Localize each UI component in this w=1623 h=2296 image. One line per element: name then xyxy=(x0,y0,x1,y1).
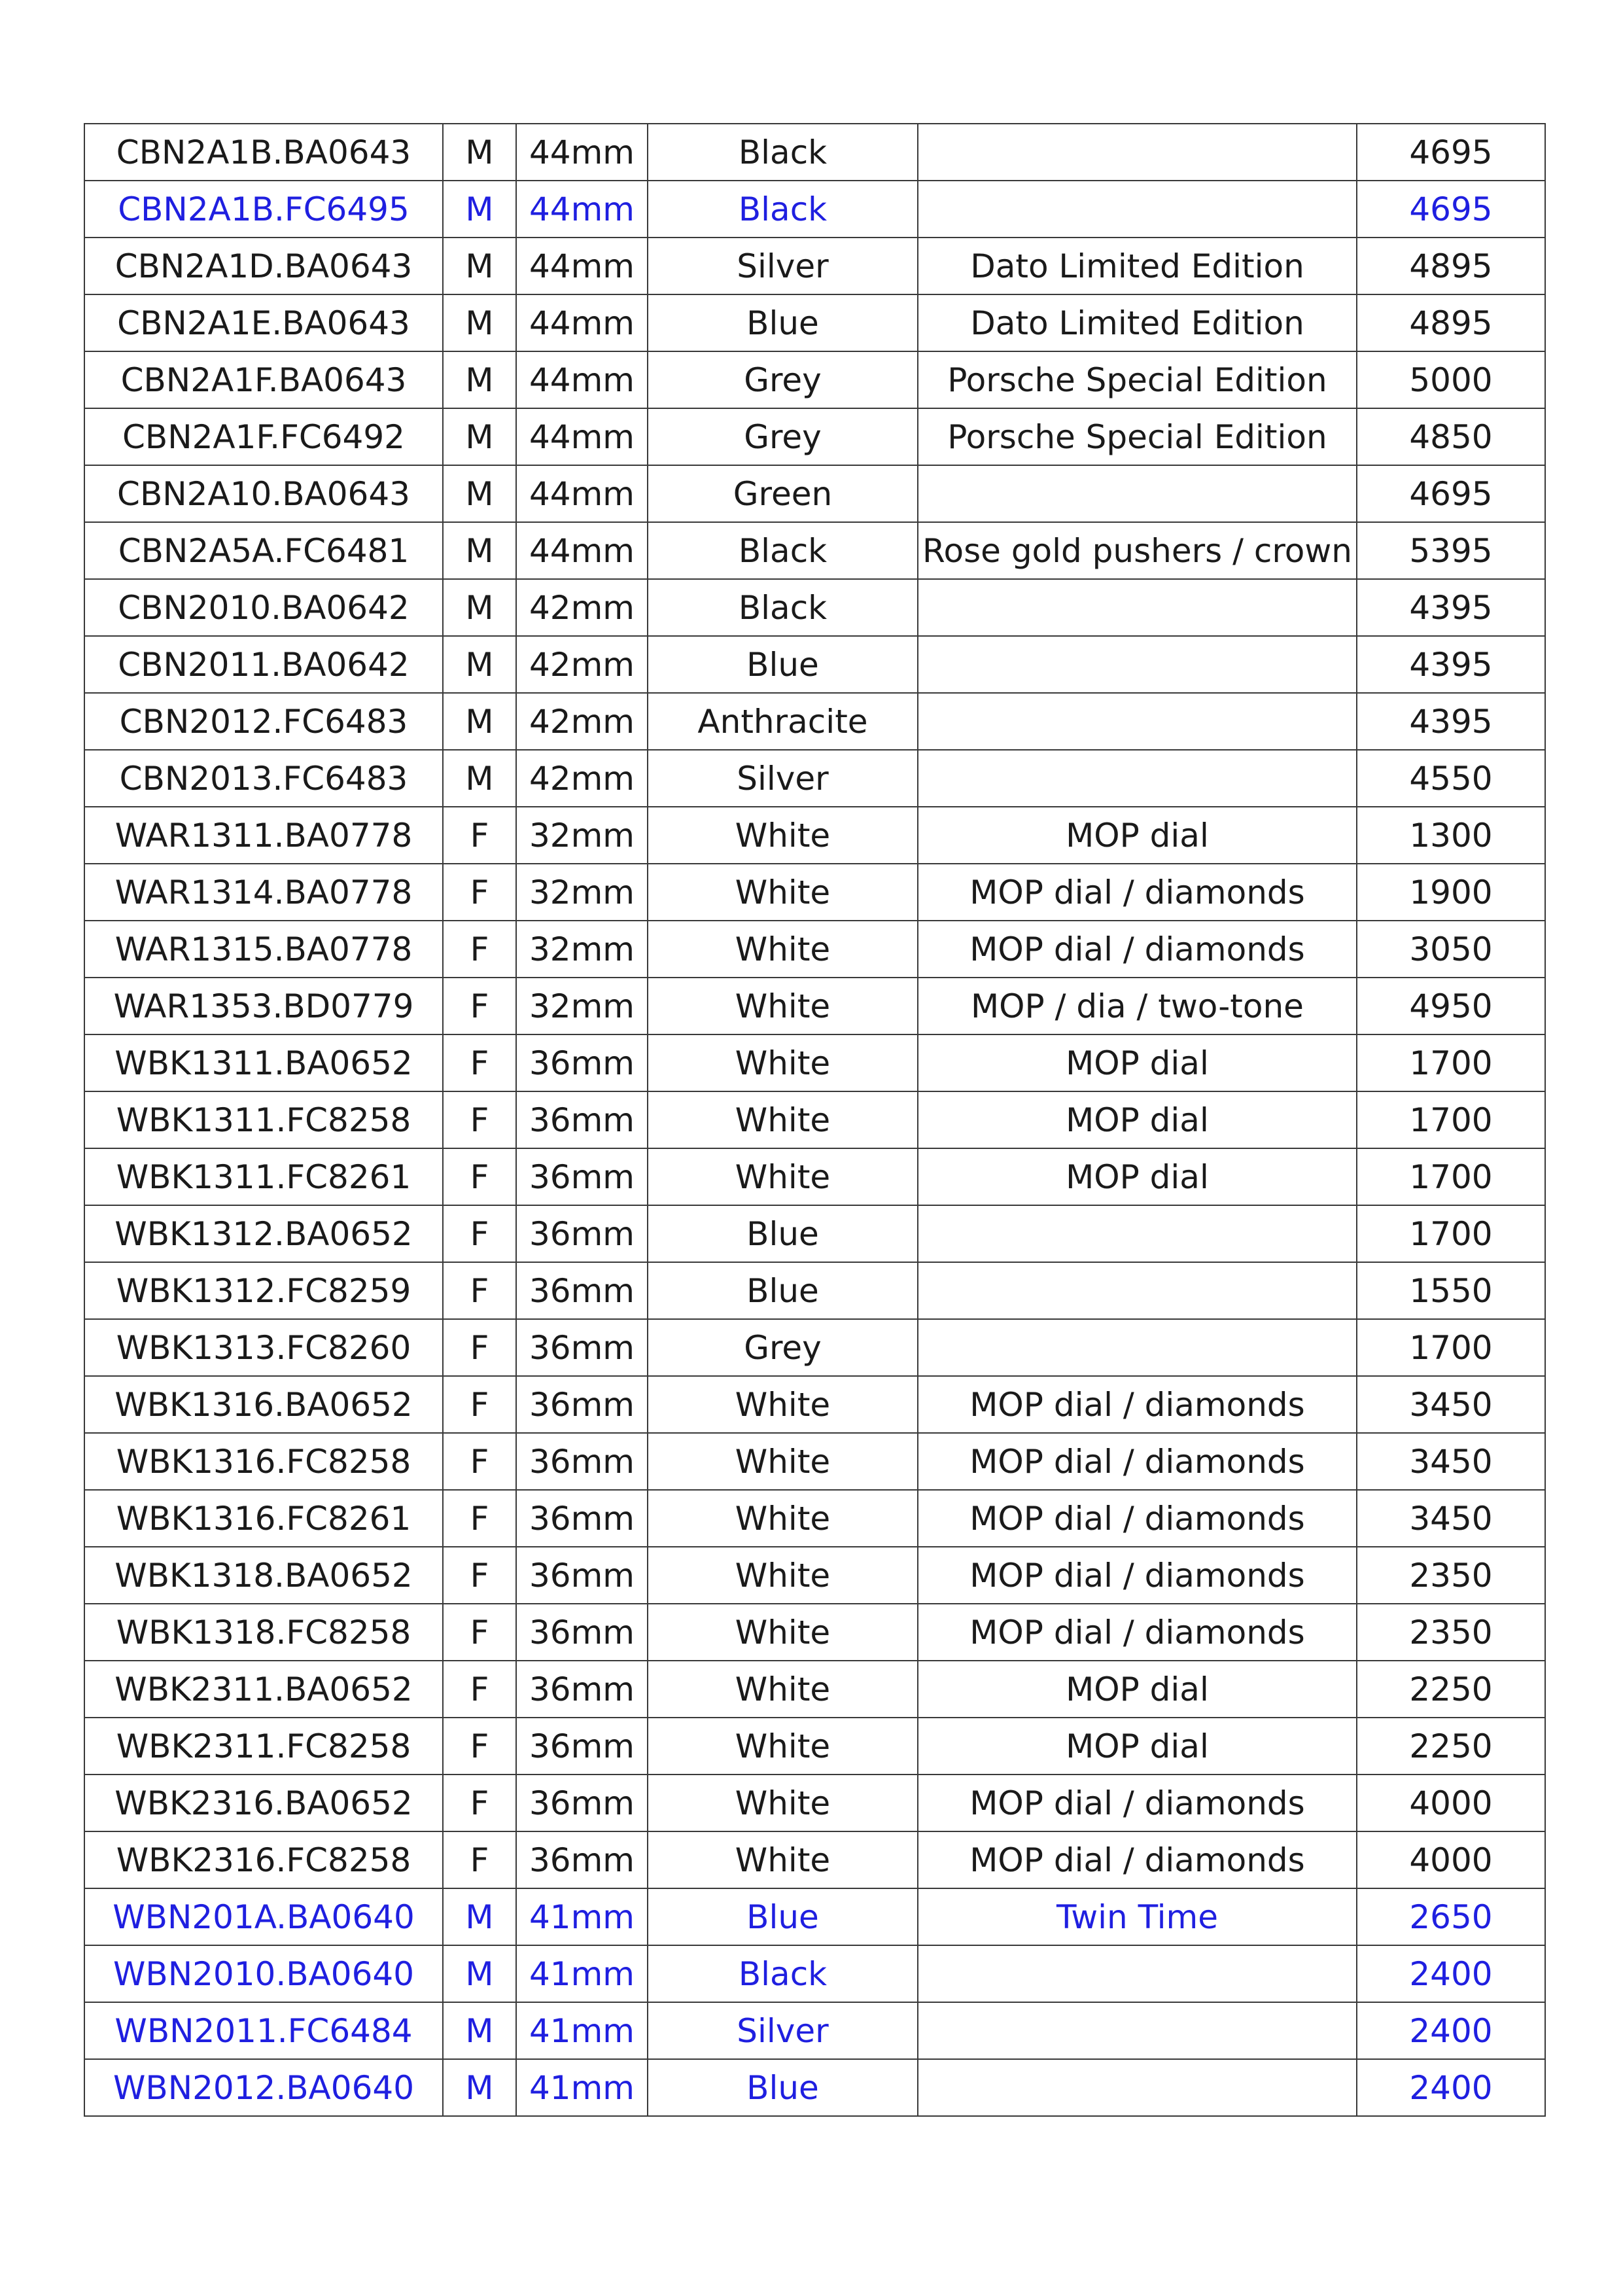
cell-note xyxy=(918,124,1357,181)
cell-price: 2400 xyxy=(1357,2059,1545,2116)
table-row xyxy=(84,2059,1545,2116)
cell-price: 4000 xyxy=(1357,1831,1545,1888)
table-row xyxy=(84,1888,1545,1945)
cell-case-size: 44mm xyxy=(516,294,648,351)
cell-case-size: 36mm xyxy=(516,1205,648,1262)
table-row xyxy=(84,636,1545,693)
cell-price: 5395 xyxy=(1357,522,1545,579)
cell-reference: CBN2013.FC6483 xyxy=(84,750,443,807)
cell-note: MOP dial / diamonds xyxy=(918,1831,1357,1888)
cell-gender: F xyxy=(443,1661,516,1718)
cell-case-size: 42mm xyxy=(516,579,648,636)
cell-gender: M xyxy=(443,2002,516,2059)
cell-gender: F xyxy=(443,1604,516,1661)
cell-gender: F xyxy=(443,1433,516,1490)
cell-note: MOP dial xyxy=(918,1091,1357,1148)
table-row xyxy=(84,1148,1545,1205)
cell-note xyxy=(918,579,1357,636)
cell-note xyxy=(918,2002,1357,2059)
cell-price: 3450 xyxy=(1357,1433,1545,1490)
cell-reference: WBK2311.BA0652 xyxy=(84,1661,443,1718)
cell-price: 2350 xyxy=(1357,1604,1545,1661)
table-row xyxy=(84,465,1545,522)
cell-dial-color: White xyxy=(648,1376,918,1433)
cell-price: 3450 xyxy=(1357,1490,1545,1547)
cell-dial-color: Black xyxy=(648,579,918,636)
cell-case-size: 36mm xyxy=(516,1034,648,1091)
cell-gender: F xyxy=(443,1091,516,1148)
cell-gender: F xyxy=(443,1376,516,1433)
table-row xyxy=(84,1262,1545,1319)
cell-dial-color: Blue xyxy=(648,1205,918,1262)
cell-price: 3450 xyxy=(1357,1376,1545,1433)
cell-note: MOP / dia / two-tone xyxy=(918,978,1357,1034)
cell-case-size: 36mm xyxy=(516,1661,648,1718)
cell-note: MOP dial xyxy=(918,1661,1357,1718)
cell-dial-color: White xyxy=(648,864,918,921)
table-row xyxy=(84,181,1545,238)
cell-gender: M xyxy=(443,636,516,693)
table-row xyxy=(84,1205,1545,1262)
cell-gender: M xyxy=(443,2059,516,2116)
table-row xyxy=(84,921,1545,978)
cell-dial-color: White xyxy=(648,1490,918,1547)
cell-dial-color: White xyxy=(648,1547,918,1604)
cell-reference: CBN2A5A.FC6481 xyxy=(84,522,443,579)
cell-dial-color: Black xyxy=(648,522,918,579)
cell-case-size: 44mm xyxy=(516,181,648,238)
cell-gender: F xyxy=(443,1490,516,1547)
cell-reference: WBK2316.FC8258 xyxy=(84,1831,443,1888)
table-row xyxy=(84,1376,1545,1433)
cell-reference: WBK1311.FC8258 xyxy=(84,1091,443,1148)
cell-price: 4695 xyxy=(1357,181,1545,238)
cell-gender: F xyxy=(443,1831,516,1888)
table-row xyxy=(84,693,1545,750)
cell-gender: F xyxy=(443,921,516,978)
table-row xyxy=(84,238,1545,294)
table-row xyxy=(84,579,1545,636)
table-row xyxy=(84,1831,1545,1888)
cell-case-size: 36mm xyxy=(516,1547,648,1604)
cell-dial-color: Silver xyxy=(648,238,918,294)
cell-gender: M xyxy=(443,465,516,522)
cell-gender: M xyxy=(443,693,516,750)
cell-reference: WBK1312.FC8259 xyxy=(84,1262,443,1319)
cell-dial-color: White xyxy=(648,807,918,864)
cell-price: 4850 xyxy=(1357,408,1545,465)
cell-dial-color: Blue xyxy=(648,294,918,351)
cell-gender: F xyxy=(443,864,516,921)
cell-reference: CBN2A1F.FC6492 xyxy=(84,408,443,465)
cell-price: 2250 xyxy=(1357,1718,1545,1775)
cell-gender: F xyxy=(443,1262,516,1319)
cell-gender: F xyxy=(443,1319,516,1376)
cell-gender: F xyxy=(443,1034,516,1091)
cell-price: 4395 xyxy=(1357,693,1545,750)
price-table-body xyxy=(84,124,1545,2116)
cell-note: Porsche Special Edition xyxy=(918,351,1357,408)
cell-note: MOP dial / diamonds xyxy=(918,1433,1357,1490)
cell-note: MOP dial / diamonds xyxy=(918,1775,1357,1831)
cell-case-size: 42mm xyxy=(516,750,648,807)
cell-reference: WBN201A.BA0640 xyxy=(84,1888,443,1945)
cell-reference: WBK1312.BA0652 xyxy=(84,1205,443,1262)
cell-dial-color: Blue xyxy=(648,636,918,693)
cell-case-size: 32mm xyxy=(516,807,648,864)
cell-case-size: 36mm xyxy=(516,1376,648,1433)
cell-case-size: 36mm xyxy=(516,1604,648,1661)
cell-reference: CBN2A10.BA0643 xyxy=(84,465,443,522)
cell-dial-color: Grey xyxy=(648,408,918,465)
cell-reference: WAR1311.BA0778 xyxy=(84,807,443,864)
cell-case-size: 32mm xyxy=(516,978,648,1034)
cell-dial-color: Grey xyxy=(648,1319,918,1376)
cell-dial-color: White xyxy=(648,1718,918,1775)
cell-note: MOP dial xyxy=(918,1718,1357,1775)
cell-note: Porsche Special Edition xyxy=(918,408,1357,465)
cell-note: MOP dial xyxy=(918,807,1357,864)
cell-case-size: 42mm xyxy=(516,636,648,693)
cell-dial-color: Grey xyxy=(648,351,918,408)
cell-price: 1300 xyxy=(1357,807,1545,864)
cell-dial-color: White xyxy=(648,978,918,1034)
cell-dial-color: White xyxy=(648,1831,918,1888)
table-row xyxy=(84,1661,1545,1718)
cell-note xyxy=(918,1945,1357,2002)
cell-price: 4895 xyxy=(1357,238,1545,294)
cell-case-size: 36mm xyxy=(516,1718,648,1775)
cell-case-size: 41mm xyxy=(516,1945,648,2002)
table-row xyxy=(84,807,1545,864)
cell-dial-color: Black xyxy=(648,124,918,181)
cell-gender: F xyxy=(443,1148,516,1205)
cell-note: Dato Limited Edition xyxy=(918,238,1357,294)
cell-price: 2650 xyxy=(1357,1888,1545,1945)
cell-case-size: 41mm xyxy=(516,2002,648,2059)
cell-reference: WBK1316.FC8261 xyxy=(84,1490,443,1547)
cell-case-size: 32mm xyxy=(516,921,648,978)
cell-dial-color: Blue xyxy=(648,1888,918,1945)
cell-dial-color: White xyxy=(648,1034,918,1091)
cell-reference: WBK1316.FC8258 xyxy=(84,1433,443,1490)
cell-dial-color: Blue xyxy=(648,2059,918,2116)
table-row xyxy=(84,2002,1545,2059)
cell-price: 4695 xyxy=(1357,124,1545,181)
cell-reference: WBK1316.BA0652 xyxy=(84,1376,443,1433)
cell-case-size: 32mm xyxy=(516,864,648,921)
cell-price: 4895 xyxy=(1357,294,1545,351)
cell-dial-color: Black xyxy=(648,181,918,238)
cell-reference: CBN2012.FC6483 xyxy=(84,693,443,750)
cell-price: 1700 xyxy=(1357,1034,1545,1091)
cell-gender: M xyxy=(443,238,516,294)
cell-case-size: 44mm xyxy=(516,465,648,522)
cell-price: 1700 xyxy=(1357,1148,1545,1205)
cell-price: 4395 xyxy=(1357,579,1545,636)
cell-note: Dato Limited Edition xyxy=(918,294,1357,351)
cell-note xyxy=(918,1205,1357,1262)
cell-dial-color: White xyxy=(648,1091,918,1148)
cell-gender: F xyxy=(443,1205,516,1262)
cell-note: MOP dial / diamonds xyxy=(918,864,1357,921)
cell-dial-color: White xyxy=(648,921,918,978)
cell-price: 2400 xyxy=(1357,1945,1545,2002)
cell-case-size: 36mm xyxy=(516,1831,648,1888)
cell-reference: WBK2311.FC8258 xyxy=(84,1718,443,1775)
cell-reference: WBK1318.BA0652 xyxy=(84,1547,443,1604)
cell-note xyxy=(918,636,1357,693)
table-row xyxy=(84,522,1545,579)
cell-dial-color: White xyxy=(648,1661,918,1718)
cell-note xyxy=(918,750,1357,807)
cell-gender: M xyxy=(443,351,516,408)
cell-note: MOP dial / diamonds xyxy=(918,1376,1357,1433)
cell-price: 2350 xyxy=(1357,1547,1545,1604)
cell-gender: F xyxy=(443,1547,516,1604)
cell-dial-color: White xyxy=(648,1148,918,1205)
cell-reference: WBK2316.BA0652 xyxy=(84,1775,443,1831)
cell-price: 3050 xyxy=(1357,921,1545,978)
cell-gender: F xyxy=(443,807,516,864)
cell-gender: M xyxy=(443,1888,516,1945)
cell-reference: WBK1313.FC8260 xyxy=(84,1319,443,1376)
cell-dial-color: Anthracite xyxy=(648,693,918,750)
cell-gender: M xyxy=(443,1945,516,2002)
cell-reference: WBN2010.BA0640 xyxy=(84,1945,443,2002)
cell-case-size: 36mm xyxy=(516,1091,648,1148)
cell-case-size: 44mm xyxy=(516,408,648,465)
cell-gender: M xyxy=(443,579,516,636)
cell-reference: WBK1318.FC8258 xyxy=(84,1604,443,1661)
cell-price: 1700 xyxy=(1357,1091,1545,1148)
cell-reference: WBN2012.BA0640 xyxy=(84,2059,443,2116)
cell-reference: CBN2A1B.BA0643 xyxy=(84,124,443,181)
cell-note: Rose gold pushers / crown xyxy=(918,522,1357,579)
table-row xyxy=(84,978,1545,1034)
cell-note xyxy=(918,1319,1357,1376)
cell-dial-color: White xyxy=(648,1775,918,1831)
cell-reference: CBN2A1E.BA0643 xyxy=(84,294,443,351)
cell-case-size: 36mm xyxy=(516,1319,648,1376)
cell-case-size: 44mm xyxy=(516,522,648,579)
cell-gender: F xyxy=(443,1775,516,1831)
cell-price: 2400 xyxy=(1357,2002,1545,2059)
cell-price: 2250 xyxy=(1357,1661,1545,1718)
cell-note xyxy=(918,181,1357,238)
cell-note xyxy=(918,1262,1357,1319)
table-row xyxy=(84,1490,1545,1547)
table-row xyxy=(84,408,1545,465)
cell-dial-color: Blue xyxy=(648,1262,918,1319)
cell-price: 1700 xyxy=(1357,1319,1545,1376)
cell-reference: WBK1311.FC8261 xyxy=(84,1148,443,1205)
cell-price: 4950 xyxy=(1357,978,1545,1034)
cell-gender: F xyxy=(443,1718,516,1775)
cell-note: MOP dial / diamonds xyxy=(918,1490,1357,1547)
table-row xyxy=(84,1775,1545,1831)
cell-price: 4695 xyxy=(1357,465,1545,522)
cell-reference: CBN2011.BA0642 xyxy=(84,636,443,693)
cell-note xyxy=(918,465,1357,522)
cell-gender: M xyxy=(443,124,516,181)
cell-case-size: 36mm xyxy=(516,1490,648,1547)
cell-gender: M xyxy=(443,294,516,351)
table-row xyxy=(84,750,1545,807)
cell-gender: M xyxy=(443,522,516,579)
table-row xyxy=(84,1091,1545,1148)
cell-gender: M xyxy=(443,181,516,238)
cell-case-size: 36mm xyxy=(516,1148,648,1205)
cell-reference: CBN2A1F.BA0643 xyxy=(84,351,443,408)
cell-case-size: 42mm xyxy=(516,693,648,750)
cell-gender: F xyxy=(443,978,516,1034)
cell-price: 1700 xyxy=(1357,1205,1545,1262)
cell-reference: WBK1311.BA0652 xyxy=(84,1034,443,1091)
price-table xyxy=(84,123,1546,2117)
cell-note xyxy=(918,2059,1357,2116)
cell-reference: CBN2A1D.BA0643 xyxy=(84,238,443,294)
cell-price: 1900 xyxy=(1357,864,1545,921)
cell-price: 4395 xyxy=(1357,636,1545,693)
cell-reference: WAR1314.BA0778 xyxy=(84,864,443,921)
cell-case-size: 41mm xyxy=(516,2059,648,2116)
cell-note xyxy=(918,693,1357,750)
cell-note: Twin Time xyxy=(918,1888,1357,1945)
table-row xyxy=(84,124,1545,181)
cell-note: MOP dial xyxy=(918,1148,1357,1205)
table-row xyxy=(84,1547,1545,1604)
cell-note: MOP dial xyxy=(918,1034,1357,1091)
cell-price: 4000 xyxy=(1357,1775,1545,1831)
cell-dial-color: Black xyxy=(648,1945,918,2002)
cell-case-size: 36mm xyxy=(516,1775,648,1831)
cell-dial-color: Silver xyxy=(648,2002,918,2059)
cell-reference: CBN2010.BA0642 xyxy=(84,579,443,636)
cell-case-size: 41mm xyxy=(516,1888,648,1945)
cell-price: 4550 xyxy=(1357,750,1545,807)
table-row xyxy=(84,1604,1545,1661)
table-row xyxy=(84,864,1545,921)
table-row xyxy=(84,1718,1545,1775)
cell-price: 1550 xyxy=(1357,1262,1545,1319)
cell-reference: CBN2A1B.FC6495 xyxy=(84,181,443,238)
table-row xyxy=(84,351,1545,408)
cell-case-size: 36mm xyxy=(516,1433,648,1490)
table-row xyxy=(84,1319,1545,1376)
cell-price: 5000 xyxy=(1357,351,1545,408)
cell-note: MOP dial / diamonds xyxy=(918,921,1357,978)
cell-dial-color: White xyxy=(648,1604,918,1661)
cell-note: MOP dial / diamonds xyxy=(918,1604,1357,1661)
cell-case-size: 44mm xyxy=(516,238,648,294)
cell-case-size: 44mm xyxy=(516,124,648,181)
cell-gender: M xyxy=(443,750,516,807)
table-row xyxy=(84,294,1545,351)
cell-note: MOP dial / diamonds xyxy=(918,1547,1357,1604)
table-row xyxy=(84,1034,1545,1091)
table-row xyxy=(84,1945,1545,2002)
cell-case-size: 36mm xyxy=(516,1262,648,1319)
cell-reference: WAR1353.BD0779 xyxy=(84,978,443,1034)
cell-reference: WBN2011.FC6484 xyxy=(84,2002,443,2059)
cell-dial-color: Green xyxy=(648,465,918,522)
cell-case-size: 44mm xyxy=(516,351,648,408)
table-row xyxy=(84,1433,1545,1490)
cell-gender: M xyxy=(443,408,516,465)
cell-dial-color: White xyxy=(648,1433,918,1490)
cell-dial-color: Silver xyxy=(648,750,918,807)
cell-reference: WAR1315.BA0778 xyxy=(84,921,443,978)
